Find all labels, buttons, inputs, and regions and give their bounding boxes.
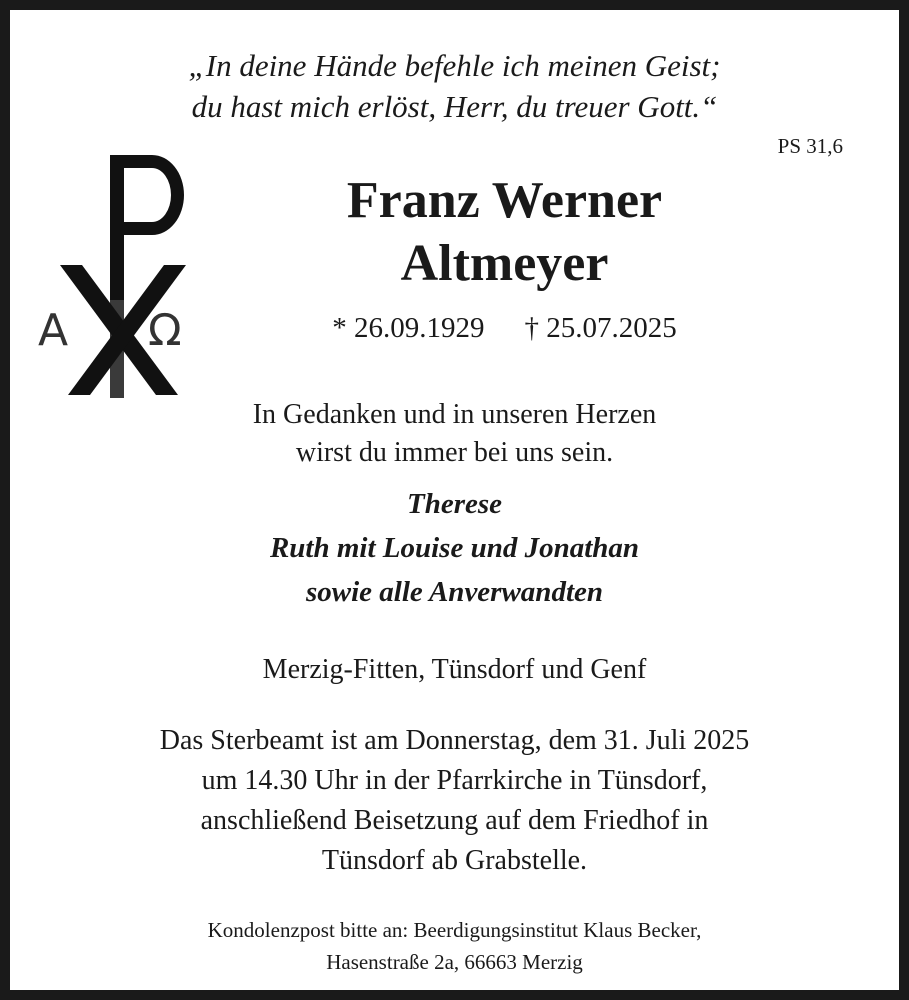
omega-letter: Ω [148, 305, 182, 356]
quote-reference: PS 31,6 [777, 134, 843, 158]
footer-line-1: Kondolenzpost bitte an: Beerdigungsinstitut Klaus Becker, [207, 918, 702, 942]
deceased-last-name: Altmeyer [400, 235, 609, 292]
deceased-first-names: Franz Werner [346, 172, 663, 229]
family-line-1: Therese [406, 488, 503, 520]
service-line-4: Tünsdorf ab Grabstelle. [321, 845, 588, 876]
footer-line-2: Hasenstraße 2a, 66663 Merzig [326, 950, 583, 974]
alpha-letter: Α [38, 305, 69, 356]
service-line-3: anschließend Beisetzung auf dem Friedhof in [200, 805, 709, 836]
death-date: † 25.07.2025 [524, 312, 677, 344]
message-line-2: wirst du immer bei uns sein. [295, 437, 614, 468]
family-line-2: Ruth mit Louise und Jonathan [269, 532, 640, 564]
places: Merzig-Fitten, Tünsdorf und Genf [262, 654, 647, 685]
service-line-2: um 14.30 Uhr in der Pfarrkirche in Tünsdorf, [201, 765, 708, 796]
family-line-3: sowie alle Anverwandten [306, 576, 603, 608]
life-dates [50, 312, 909, 345]
quote-line-1: „In deine Hände befehle ich meinen Geist; [188, 48, 721, 83]
service-line-1: Das Sterbeamt ist am Donnerstag, dem 31. Juli 2025 [159, 725, 750, 756]
birth-date: * 26.09.1929 [332, 312, 485, 344]
message-line-1: In Gedanken und in unseren Herzen [252, 399, 657, 430]
quote-line-2: du hast mich erlöst, Herr, du treuer Gott.“ [191, 89, 718, 124]
